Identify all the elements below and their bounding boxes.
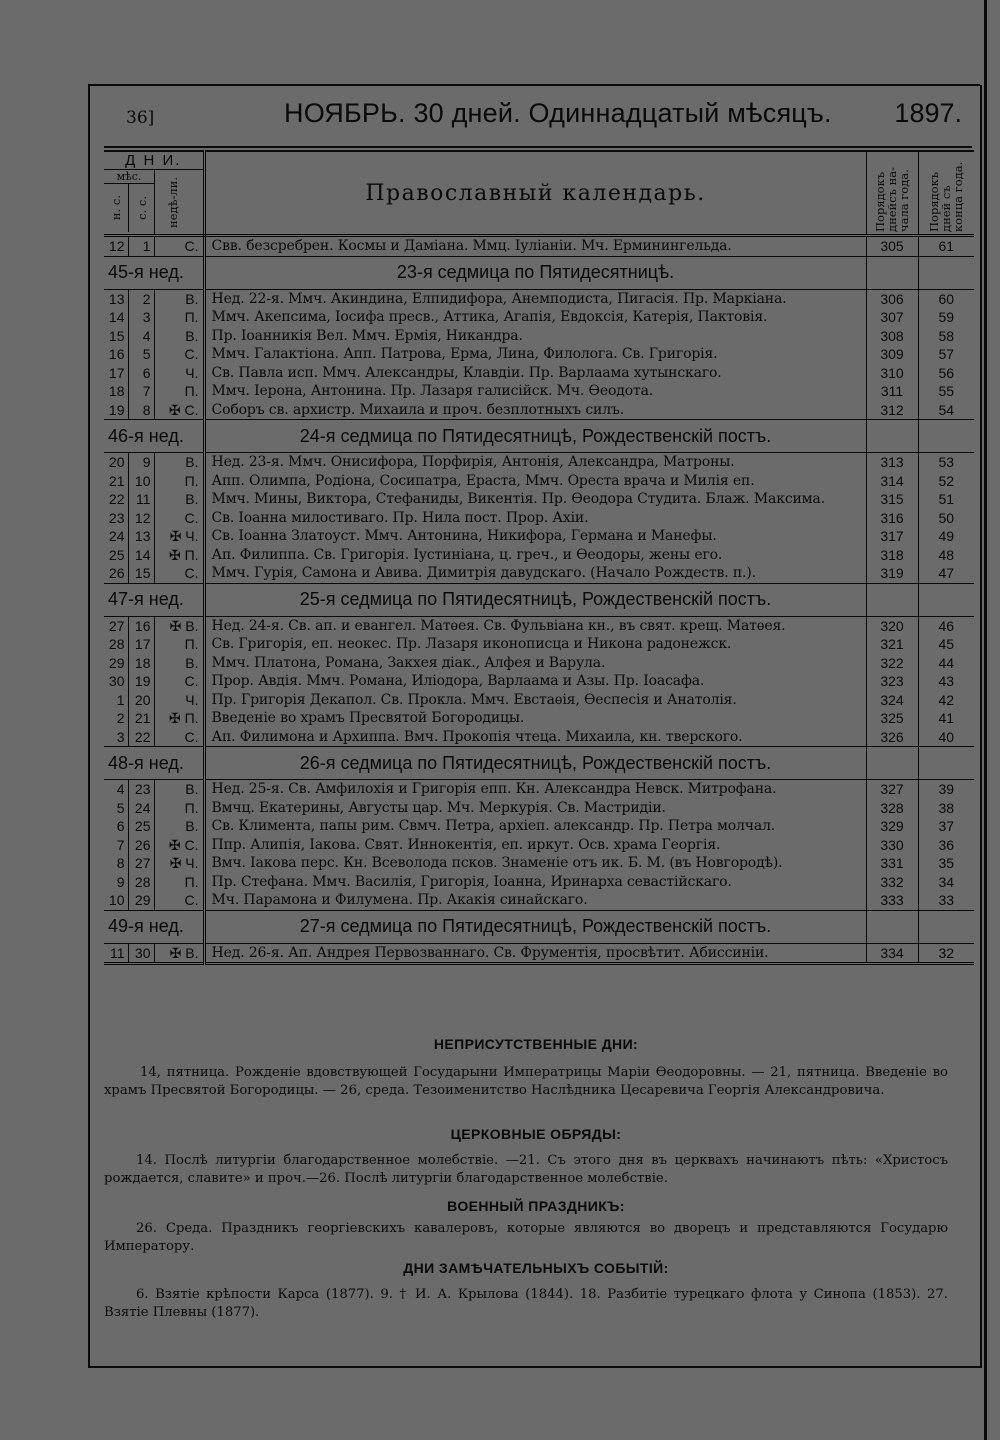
week-row [104,583,974,616]
weekday: П. [154,472,204,491]
saints-text: Введеніе во храмъ Пресвятой Богородицы. [204,709,866,728]
saints-text: Нед. 23-я. Ммч. Онисифора, Порфирія, Антонія, Александра, Матроны. [204,453,866,472]
date-old-style: 18 [128,654,154,673]
day-of-year: 312 [866,401,918,420]
week-title: 25-я седмица по Пятидесятницѣ, Рождественскій постъ. [204,583,866,616]
new-style-label: н. с. [109,195,123,221]
day-of-year: 332 [866,873,918,892]
date-new-style: 15 [104,327,128,346]
table-header-row [104,151,974,236]
saints-text: Ммч. Іерона, Антонина. Пр. Лазаря галисійск. Мч. Ѳеодота. [204,382,866,401]
saints-text: Св. Григорія, еп. неокес. Пр. Лазаря иконописца и Никона радонежск. [204,635,866,654]
date-old-style: 5 [128,345,154,364]
day-of-year: 311 [866,382,918,401]
days-to-end: 57 [938,346,955,363]
week-empty-cell [918,583,974,616]
saints-text: Нед. 26-я. Ап. Андрея Первозваннаго. Св. Фрументія, просвѣтит. Абиссиніи. [204,943,866,964]
day-row [104,817,974,836]
date-old-style: 24 [128,799,154,818]
day-row [104,564,974,583]
date-new-style: 12 [104,236,128,257]
date-old-style: 21 [128,709,154,728]
days-to-end: 42 [938,691,955,708]
weekday: С. [154,564,204,583]
day-row [104,236,974,257]
days-header [104,151,204,236]
days-to-end: 46 [938,617,955,634]
weekday: С. [154,236,204,257]
day-row [104,891,974,910]
days-to-end: 61 [938,238,955,255]
days-to-end: 51 [938,491,955,508]
saints-text: Нед. 25-я. Св. Амфилохія и Григорія епп. Кн. Александра Невск. Митрофана. [204,780,866,799]
day-row [104,616,974,635]
days-to-end: 32 [938,944,955,961]
day-of-year: 306 [866,289,918,308]
days-to-end: 37 [938,818,955,835]
date-old-style: 13 [128,527,154,546]
saints-text: Ммч. Галактіона. Апп. Патрова, Ерма, Лина, Филолога. Св. Григорія. [204,345,866,364]
week-title: 27-я седмица по Пятидесятницѣ, Рождественскій постъ. [204,910,866,943]
saints-text: Св. Іоанна Златоуст. Ммч. Антонина, Никифора, Германа и Манефы. [204,527,866,546]
date-new-style: 28 [104,635,128,654]
day-of-year: 310 [866,364,918,383]
day-row [104,654,974,673]
day-row [104,509,974,528]
days-to-end: 48 [938,546,955,563]
date-old-style: 8 [128,401,154,420]
weekday: В. [154,289,204,308]
saints-text: Св. Іоанна милостиваго. Пр. Нила пост. Прор. Ахіи. [204,509,866,528]
day-row [104,546,974,565]
date-new-style: 2 [104,709,128,728]
day-row [104,943,974,964]
page-title: НОЯБРЬ. 30 дней. Одиннадцатый мѣсяцъ. [284,98,832,128]
notable-events-heading: ДНИ ЗАМѢЧАТЕЛЬНЫХЪ СОБЫТІЙ: [403,1260,669,1276]
weekday: С. [154,728,204,747]
day-of-year: 322 [866,654,918,673]
year: 1897. [894,98,962,128]
days-to-end: 39 [938,781,955,798]
weekday: Ч. [154,364,204,383]
day-of-year: 305 [866,236,918,257]
date-new-style: 19 [104,401,128,420]
date-old-style: 11 [128,490,154,509]
date-new-style: 18 [104,382,128,401]
day-of-year: 313 [866,453,918,472]
date-new-style: 11 [104,943,128,964]
date-new-style: 30 [104,672,128,691]
saints-text: Ап. Филимона и Архиппа. Вмч. Прокопія чтеца. Михаила, кн. тверского. [204,728,866,747]
date-old-style: 19 [128,672,154,691]
church-rites-text: 14. Послѣ литургіи благодарственное молебствіе. —21. Съ этого дня въ церквахъ начинаютъ пѣть: «Христосъ рождается, славите» и проч.—26. Послѣ литургіи благодарственное молебствіе. [104,1153,948,1186]
weekday: С. [154,509,204,528]
date-new-style: 9 [104,873,128,892]
date-new-style: 23 [104,509,128,528]
day-of-year: 321 [866,635,918,654]
date-old-style: 29 [128,891,154,910]
weekday: П. [154,873,204,892]
date-new-style: 20 [104,453,128,472]
weekday: В. [154,490,204,509]
table-bottom-line [104,964,974,970]
day-of-year: 315 [866,490,918,509]
military-holiday-text: 26. Среда. Праздникъ георгіевскихъ кавалеровъ, которые являются во дворецъ и представляются Государю Императору. [104,1221,948,1254]
weekday: ✠ В. [154,616,204,635]
weekday: В. [154,654,204,673]
date-old-style: 14 [128,546,154,565]
weekday: ✠ П. [154,546,204,565]
military-holiday-heading: ВОЕННЫЙ ПРАЗДНИКЪ: [447,1198,625,1214]
days-to-end: 40 [938,728,955,745]
bottom-border-line [88,1366,980,1368]
day-of-year: 326 [866,728,918,747]
saints-text: Нед. 24-я. Св. ап. и евангел. Матѳея. Св. Фульвіана кн., въ свят. крещ. Матѳея. [204,616,866,635]
date-old-style: 6 [128,364,154,383]
day-row [104,873,974,892]
header-underline [104,146,972,148]
week-empty-cell [918,910,974,943]
day-row [104,382,974,401]
day-of-year: 320 [866,616,918,635]
days-to-end: 43 [938,673,955,690]
date-old-style: 30 [128,943,154,964]
days-to-end: 34 [938,873,955,890]
week-title: 23-я седмица по Пятидесятницѣ. [204,256,866,289]
day-of-year: 325 [866,709,918,728]
week-empty-cell [918,747,974,780]
date-new-style: 17 [104,364,128,383]
day-of-year: 309 [866,345,918,364]
day-row [104,345,974,364]
day-of-year: 329 [866,817,918,836]
day-of-year: 316 [866,509,918,528]
date-new-style: 3 [104,728,128,747]
day-of-year: 334 [866,943,918,964]
date-old-style: 20 [128,691,154,710]
calendar-table [104,150,974,969]
days-to-end: 36 [938,836,955,853]
day-row [104,672,974,691]
day-of-year: 330 [866,836,918,855]
table-bottom-rule [104,964,974,970]
weekday: С. [154,672,204,691]
days-to-end: 55 [938,383,955,400]
days-to-end: 54 [938,401,955,418]
days-to-end: 41 [938,710,955,727]
week-empty-cell [866,747,918,780]
page-number: 36] [126,108,155,128]
saints-text: Мч. Парамона и Филумена. Пр. Акакія синайскаго. [204,891,866,910]
week-row [104,910,974,943]
days-label: Д Н И. [104,152,203,170]
saints-text: Вмч. Іакова перс. Кн. Всеволода псков. Знаменіе отъ ик. Б. М. (въ Новгородѣ). [204,854,866,873]
date-old-style: 26 [128,836,154,855]
date-new-style: 26 [104,564,128,583]
saints-text: Ммч. Платона, Романа, Закхея діак., Алфея и Варула. [204,654,866,673]
week-number: 48-я нед. [104,747,204,780]
date-old-style: 17 [128,635,154,654]
weekday: П. [154,308,204,327]
day-row [104,364,974,383]
day-row [104,709,974,728]
nonworking-days-heading: НЕПРИСУТСТВЕННЫЕ ДНИ: [433,1036,639,1052]
week-empty-cell [918,420,974,453]
day-row [104,799,974,818]
days-to-end-header: Порядокъ дней съ конца года. [918,151,974,236]
saints-text: Нед. 22-я. Ммч. Акиндина, Елпидифора, Анемподиста, Пигасія. Пр. Маркіана. [204,289,866,308]
date-old-style: 23 [128,780,154,799]
saints-text: Ппр. Алипія, Іакова. Свят. Иннокентія, еп. иркут. Осв. храма Георгія. [204,836,866,855]
weekday: В. [154,327,204,346]
date-new-style: 7 [104,836,128,855]
day-of-year: 314 [866,472,918,491]
date-new-style: 14 [104,308,128,327]
days-to-end: 56 [938,364,955,381]
day-of-year: 317 [866,527,918,546]
day-row [104,308,974,327]
saints-text: Пр. Стефана. Ммч. Василія, Григорія, Іоанна, Иринарха севастійскаго. [204,873,866,892]
saints-text: Пр. Іоанникія Вел. Ммч. Ермія, Никандра. [204,327,866,346]
week-title: 26-я седмица по Пятидесятницѣ, Рождественскій постъ. [204,747,866,780]
day-of-year: 328 [866,799,918,818]
date-new-style: 1 [104,691,128,710]
weekday: ✠ Ч. [154,527,204,546]
weekday: С. [154,891,204,910]
date-old-style: 10 [128,472,154,491]
saints-text: Вмчц. Екатерины, Августы цар. Мч. Меркурія. Св. Мастридіи. [204,799,866,818]
week-empty-cell [918,256,974,289]
weekday: Ч. [154,691,204,710]
saints-text: Св. Климента, папы рим. Свмч. Петра, архіеп. александр. Пр. Петра молчал. [204,817,866,836]
saints-text: Свв. безсребрен. Космы и Даміана. Ммц. Іуліаніи. Мч. Ерминингельда. [204,236,866,257]
day-of-year: 308 [866,327,918,346]
old-style-label: с. с. [134,196,149,220]
date-new-style: 25 [104,546,128,565]
saints-text: Апп. Олимпа, Родіона, Сосипатра, Ераста, Ммч. Ореста врача и Милія еп. [204,472,866,491]
week-number: 46-я нед. [104,420,204,453]
date-new-style: 5 [104,799,128,818]
day-of-year: 331 [866,854,918,873]
saints-text: Ап. Филиппа. Св. Григорія. Іустиніана, ц. греч., и Ѳеодоры, жены его. [204,546,866,565]
saints-text: Пр. Григорія Декапол. Св. Прокла. Ммч. Евстаѳія, Ѳеспесія и Анатолія. [204,691,866,710]
notable-events-text: 6. Взятіе крѣпости Карса (1877). 9. † И. А. Крылова (1844). 18. Разбитіе турецкаго флота у Синопа (1853). 27. Взятіе Плевны (1877). [104,1287,948,1320]
date-old-style: 28 [128,873,154,892]
date-old-style: 1 [128,236,154,257]
day-row [104,490,974,509]
weekday: ✠ В. [154,943,204,964]
days-to-end: 59 [938,309,955,326]
days-to-end: 45 [938,636,955,653]
day-of-year: 319 [866,564,918,583]
date-old-style: 16 [128,616,154,635]
days-to-end: 50 [938,509,955,526]
day-row [104,289,974,308]
weekday: П. [154,635,204,654]
saints-text: Прор. Авдія. Ммч. Романа, Иліодора, Варлаама и Азы. Пр. Іоасафа. [204,672,866,691]
date-new-style: 13 [104,289,128,308]
days-to-end: 44 [938,654,955,671]
church-rites-heading: ЦЕРКОВНЫЕ ОБРЯДЫ: [450,1126,622,1142]
date-old-style: 2 [128,289,154,308]
day-row [104,453,974,472]
day-row [104,780,974,799]
days-to-end: 35 [938,855,955,872]
date-old-style: 12 [128,509,154,528]
week-empty-cell [866,420,918,453]
day-row [104,728,974,747]
day-of-year: 333 [866,891,918,910]
week-number: 45-я нед. [104,256,204,289]
saints-text: Ммч. Гурія, Самона и Авива. Димитрія давудскаго. (Начало Рождеств. п.). [204,564,866,583]
days-to-end: 33 [938,892,955,909]
day-row [104,854,974,873]
date-old-style: 4 [128,327,154,346]
day-of-year: 324 [866,691,918,710]
saints-text: Св. Павла исп. Ммч. Александры, Клавдіи. Пр. Варлаама хутынскаго. [204,364,866,383]
days-to-end: 52 [938,472,955,489]
date-new-style: 24 [104,527,128,546]
day-of-year: 318 [866,546,918,565]
day-row [104,401,974,420]
week-number: 47-я нед. [104,583,204,616]
date-new-style: 21 [104,472,128,491]
day-of-year-header: Порядокъ днейсъ на-чала года. [866,151,918,236]
weekday: ✠ П. [154,709,204,728]
date-old-style: 3 [128,308,154,327]
date-new-style: 4 [104,780,128,799]
weekday: ✠ С. [154,836,204,855]
date-new-style: 22 [104,490,128,509]
weekday: ✠ С. [154,401,204,420]
day-of-year: 323 [866,672,918,691]
date-old-style: 22 [128,728,154,747]
nonworking-days-text: 14, пятница. Рожденіе вдовствующей Государыни Императрицы Маріи Ѳеодоровны. — 21, пятница. Введеніе во храмъ Пресвятой Богородицы. — 26, среда. Тезоименитство Наслѣдника Цесаревича Георгія Александровича. [104,1065,948,1098]
saints-text: Соборъ св. архистр. Михаила и проч. безплотныхъ силъ. [204,401,866,420]
days-to-end: 58 [938,327,955,344]
days-to-end: 49 [938,528,955,545]
date-new-style: 8 [104,854,128,873]
saints-text: Ммч. Мины, Виктора, Стефаниды, Викентія. Пр. Ѳеодора Студита. Блаж. Максима. [204,490,866,509]
date-old-style: 7 [128,382,154,401]
day-row [104,327,974,346]
week-row [104,420,974,453]
days-to-end: 53 [938,454,955,471]
right-edge-line [984,0,987,1440]
day-row [104,635,974,654]
week-number: 49-я нед. [104,910,204,943]
weekday: П. [154,382,204,401]
date-old-style: 25 [128,817,154,836]
month-label: мѣс. [104,170,154,184]
day-of-year: 307 [866,308,918,327]
day-row [104,472,974,491]
date-old-style: 27 [128,854,154,873]
week-row [104,747,974,780]
date-new-style: 6 [104,817,128,836]
day-of-year: 327 [866,780,918,799]
calendar-title: Православный календарь. [204,151,866,236]
weekday: В. [154,780,204,799]
weekday: ✠ Ч. [154,854,204,873]
date-old-style: 9 [128,453,154,472]
date-new-style: 16 [104,345,128,364]
date-new-style: 27 [104,616,128,635]
saints-text: Ммч. Акепсима, Іосифа пресв., Аттика, Агапія, Евдоксія, Катерія, Пактовія. [204,308,866,327]
weekday: В. [154,817,204,836]
weekday: В. [154,453,204,472]
day-row [104,691,974,710]
days-to-end: 47 [938,565,955,582]
weekday: П. [154,799,204,818]
week-row [104,256,974,289]
week-empty-cell [866,910,918,943]
day-row [104,527,974,546]
weekday-label: недѣ-ли. [165,176,180,228]
date-new-style: 29 [104,654,128,673]
weekday: С. [154,345,204,364]
page-header [108,96,968,140]
day-row [104,836,974,855]
week-title: 24-я седмица по Пятидесятницѣ, Рождественскій постъ. [204,420,866,453]
week-empty-cell [866,256,918,289]
days-to-end: 38 [938,799,955,816]
days-to-end: 60 [938,290,955,307]
date-new-style: 10 [104,891,128,910]
week-empty-cell [866,583,918,616]
date-old-style: 15 [128,564,154,583]
